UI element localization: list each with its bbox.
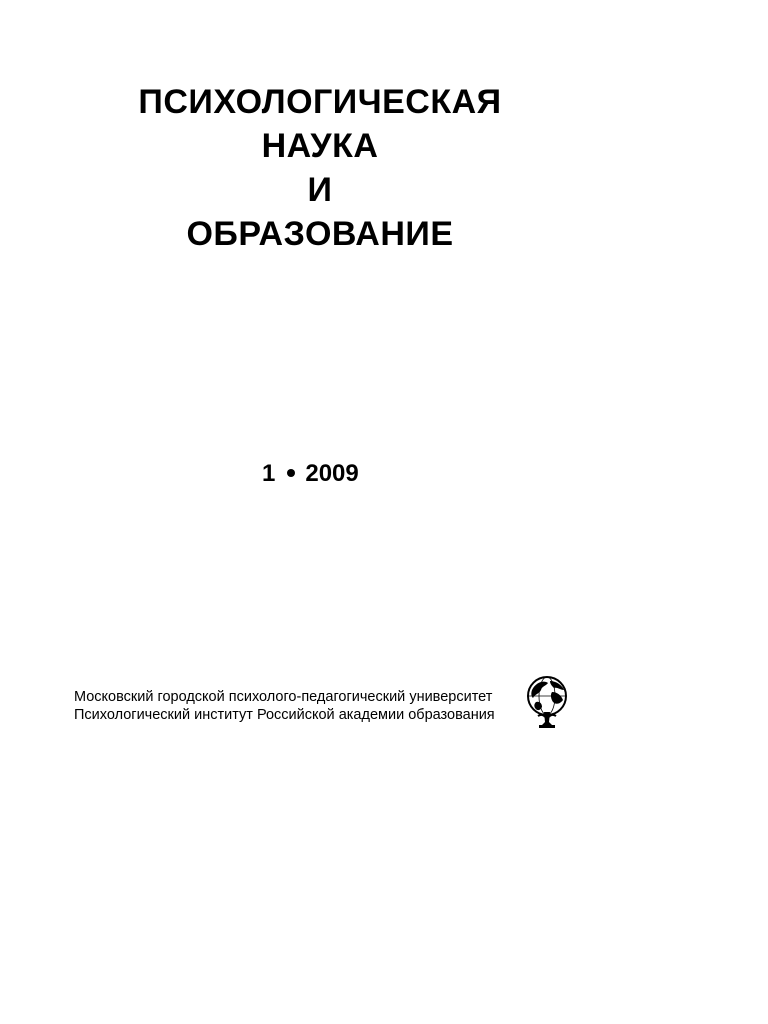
journal-title [60, 80, 580, 256]
title-line-4: ОБРАЗОВАНИЕ [186, 215, 454, 253]
issue-number: 1 [262, 460, 276, 487]
title-line-1: ПСИХОЛОГИЧЕСКАЯ [138, 83, 502, 121]
publisher-line-2: Психологический институт Российской академии образования [74, 707, 495, 723]
publishers [74, 688, 495, 724]
title-line-2: НАУКА [261, 127, 379, 165]
issue-info [262, 458, 359, 490]
issue-year: 2009 [305, 460, 359, 487]
bullet-separator-icon [287, 469, 295, 477]
publisher-line-1: Московский городской психолого-педагогический университет [74, 689, 493, 705]
title-line-3: И [307, 171, 333, 209]
globe-tree-emblem-icon [524, 672, 570, 732]
